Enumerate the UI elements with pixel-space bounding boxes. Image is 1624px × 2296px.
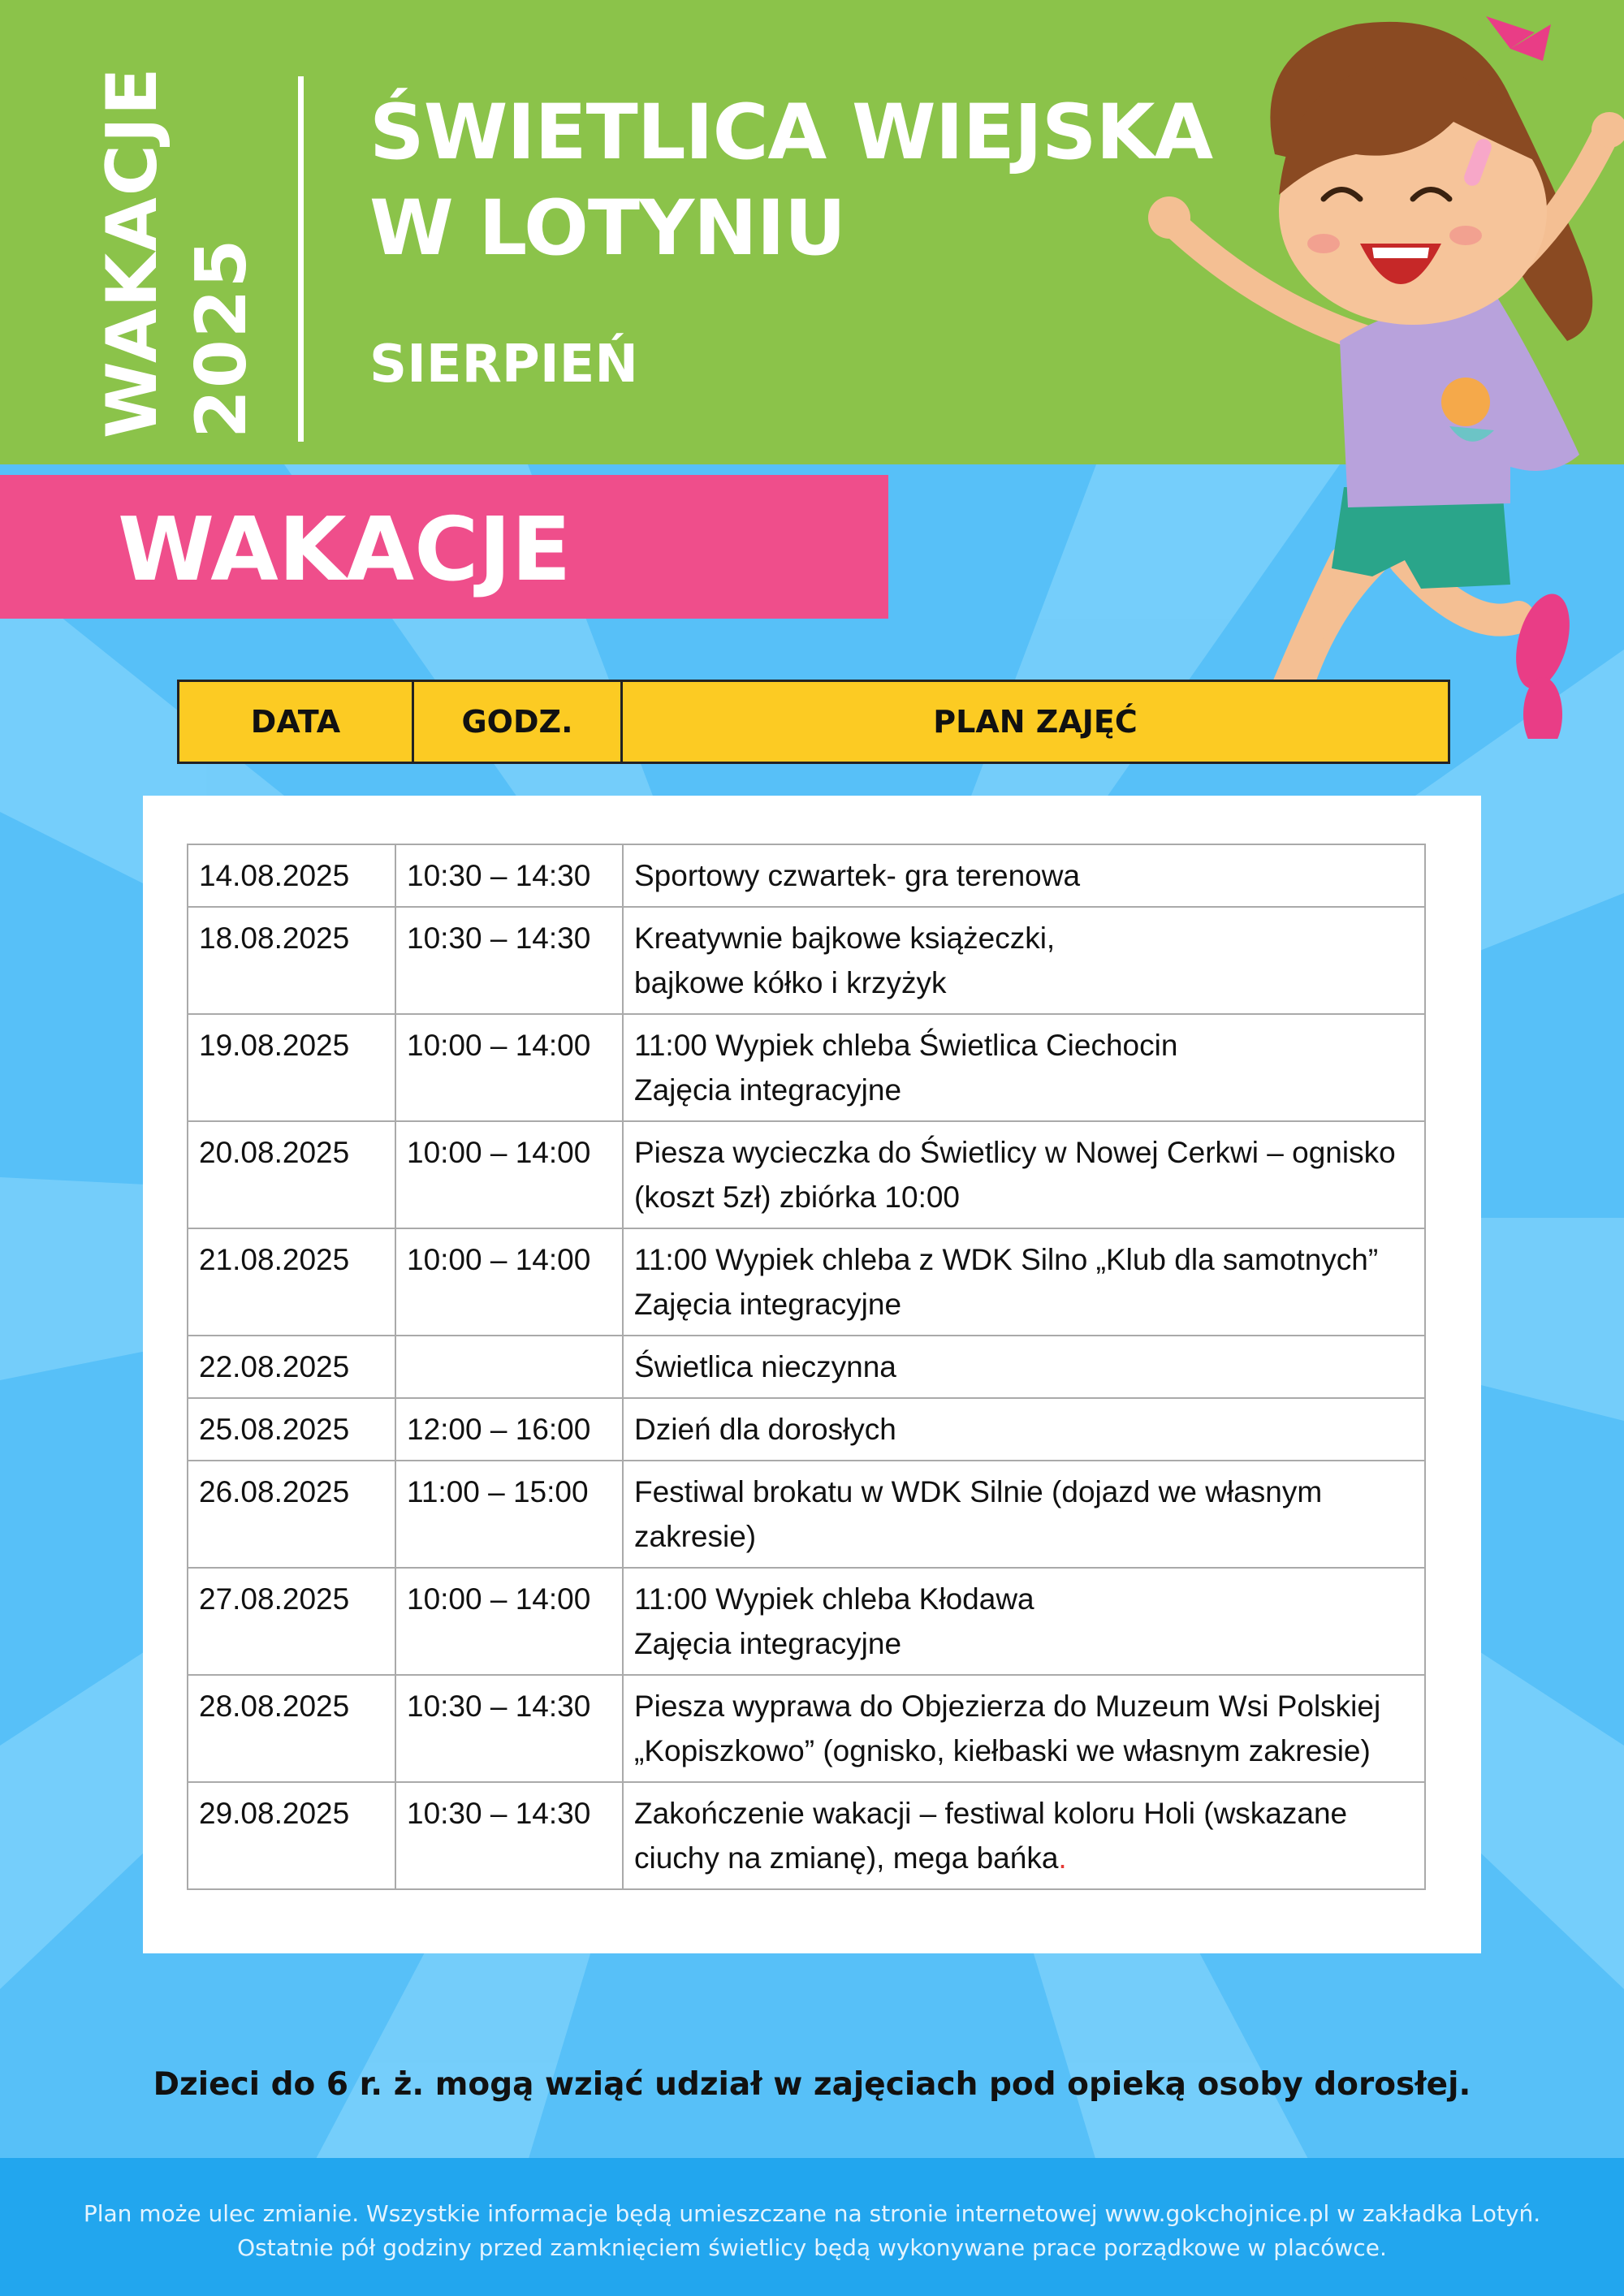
plan-line-text: Piesza wyprawa do Objezierza do Muzeum Wsi Polskiej bbox=[634, 1690, 1381, 1723]
plan-line bbox=[634, 1282, 1415, 1327]
plan-line-text: 11:00 Wypiek chleba z WDK Silno „Klub dla samotnych” bbox=[634, 1243, 1379, 1276]
plan-line-text: Sportowy czwartek- gra terenowa bbox=[634, 859, 1081, 892]
footer-line1: Plan może ulec zmianie. Wszystkie informacje będą umieszczane na stronie internetowej www.gokchojnice.pl w zakładka Lotyń. bbox=[83, 2200, 1541, 2227]
cell-plan bbox=[623, 1568, 1425, 1675]
table-row bbox=[188, 907, 1425, 1014]
table-row bbox=[188, 844, 1425, 907]
plan-line-text: Zajęcia integracyjne bbox=[634, 1627, 902, 1660]
cell-date: 29.08.2025 bbox=[188, 1782, 395, 1889]
plan-line-text: (koszt 5zł) zbiórka 10:00 bbox=[634, 1180, 961, 1214]
title-line2: W LOTYNIU bbox=[369, 184, 846, 273]
table-row bbox=[188, 1461, 1425, 1568]
table-row bbox=[188, 1228, 1425, 1336]
cell-plan bbox=[623, 907, 1425, 1014]
cell-plan bbox=[623, 1675, 1425, 1782]
plan-line bbox=[634, 853, 1415, 898]
plan-line bbox=[634, 1023, 1415, 1068]
cell-hours: 10:00 – 14:00 bbox=[395, 1228, 623, 1336]
table-row bbox=[188, 1675, 1425, 1782]
schedule-table bbox=[187, 844, 1426, 1890]
plan-line-text: Świetlica nieczynna bbox=[634, 1350, 896, 1383]
table-row bbox=[188, 1014, 1425, 1121]
cell-date: 21.08.2025 bbox=[188, 1228, 395, 1336]
plan-line-text: zakresie) bbox=[634, 1520, 757, 1553]
plan-line-text: Piesza wycieczka do Świetlicy w Nowej Cerkwi – ognisko bbox=[634, 1136, 1396, 1169]
cell-hours: 10:00 – 14:00 bbox=[395, 1568, 623, 1675]
footer-line2: Ostatnie pół godziny przed zamknięciem świetlicy będą wykonywane prace porządkowe w placówce. bbox=[237, 2234, 1387, 2261]
cell-plan bbox=[623, 1398, 1425, 1461]
plan-line-text: ciuchy na zmianę), mega bańka bbox=[634, 1841, 1059, 1875]
table-row bbox=[188, 1336, 1425, 1398]
cell-hours: 10:00 – 14:00 bbox=[395, 1014, 623, 1121]
table-row bbox=[188, 1398, 1425, 1461]
vertical-title-line2: 2025 bbox=[181, 237, 262, 438]
schedule-table-header bbox=[177, 680, 1450, 764]
plan-line-text: Dzień dla dorosłych bbox=[634, 1413, 896, 1446]
cell-hours: 10:30 – 14:30 bbox=[395, 1675, 623, 1782]
cell-plan bbox=[623, 1461, 1425, 1568]
footer bbox=[0, 2158, 1624, 2296]
plan-line-text: bajkowe kółko i krzyżyk bbox=[634, 966, 947, 999]
column-header-date: DATA bbox=[179, 682, 414, 762]
plan-line bbox=[634, 916, 1415, 960]
cell-hours: 10:30 – 14:30 bbox=[395, 907, 623, 1014]
plan-line-text: Festiwal brokatu w WDK Silnie (dojazd we własnym bbox=[634, 1475, 1323, 1508]
plan-line-text: Zajęcia integracyjne bbox=[634, 1073, 902, 1107]
cell-plan bbox=[623, 844, 1425, 907]
plan-line-text: Kreatywnie bajkowe książeczki, bbox=[634, 921, 1056, 955]
plan-line bbox=[634, 1514, 1415, 1559]
cell-date: 27.08.2025 bbox=[188, 1568, 395, 1675]
table-row bbox=[188, 1121, 1425, 1228]
column-header-plan: PLAN ZAJĘĆ bbox=[933, 704, 1138, 740]
plan-line bbox=[634, 1470, 1415, 1514]
ribbon-banner bbox=[0, 475, 888, 619]
cell-date: 19.08.2025 bbox=[188, 1014, 395, 1121]
plan-line bbox=[634, 1237, 1415, 1282]
plan-line bbox=[634, 1728, 1415, 1773]
cell-plan bbox=[623, 1782, 1425, 1889]
table-row bbox=[188, 1782, 1425, 1889]
plan-line-text: Zakończenie wakacji – festiwal koloru Holi (wskazane bbox=[634, 1797, 1348, 1830]
cell-plan bbox=[623, 1121, 1425, 1228]
cell-hours: 10:00 – 14:00 bbox=[395, 1121, 623, 1228]
cell-date: 26.08.2025 bbox=[188, 1461, 395, 1568]
month-label: SIERPIEŃ bbox=[369, 334, 638, 395]
plan-line-text: Zajęcia integracyjne bbox=[634, 1288, 902, 1321]
cell-date: 14.08.2025 bbox=[188, 844, 395, 907]
schedule-panel bbox=[143, 796, 1481, 1953]
cell-plan bbox=[623, 1336, 1425, 1398]
plan-line bbox=[634, 1621, 1415, 1666]
jumping-girl-illustration bbox=[1129, 0, 1624, 739]
plan-line bbox=[634, 1175, 1415, 1219]
cell-plan bbox=[623, 1014, 1425, 1121]
cell-plan bbox=[623, 1228, 1425, 1336]
plan-line bbox=[634, 1684, 1415, 1728]
cell-date: 20.08.2025 bbox=[188, 1121, 395, 1228]
plan-line bbox=[634, 1836, 1415, 1880]
cell-date: 25.08.2025 bbox=[188, 1398, 395, 1461]
plan-line-text: 11:00 Wypiek chleba Kłodawa bbox=[634, 1582, 1034, 1616]
cell-date: 22.08.2025 bbox=[188, 1336, 395, 1398]
cell-date: 18.08.2025 bbox=[188, 907, 395, 1014]
page-title bbox=[369, 85, 1212, 277]
ribbon-label: WAKACJE bbox=[118, 499, 572, 601]
vertical-title bbox=[88, 32, 266, 438]
title-line1: ŚWIETLICA WIEJSKA bbox=[369, 88, 1213, 177]
header-divider bbox=[298, 76, 304, 442]
plan-line bbox=[634, 1130, 1415, 1175]
plan-line-text: 11:00 Wypiek chleba Świetlica Ciechocin bbox=[634, 1029, 1178, 1062]
column-header-hours: GODZ. bbox=[414, 682, 623, 762]
plan-line bbox=[634, 1068, 1415, 1112]
plan-line bbox=[634, 960, 1415, 1005]
cell-hours bbox=[395, 1336, 623, 1398]
plan-line bbox=[634, 1791, 1415, 1836]
cell-hours: 12:00 – 16:00 bbox=[395, 1398, 623, 1461]
vertical-title-line1: WAKACJE bbox=[92, 66, 173, 438]
plan-line bbox=[634, 1577, 1415, 1621]
plan-line-text: „Kopiszkowo” (ognisko, kiełbaski we własnym zakresie) bbox=[634, 1734, 1371, 1767]
cell-date: 28.08.2025 bbox=[188, 1675, 395, 1782]
age-notice: Dzieci do 6 r. ż. mogą wziąć udział w zajęciach pod opieką osoby dorosłej. bbox=[153, 2066, 1471, 2103]
plan-line bbox=[634, 1407, 1415, 1452]
cell-hours: 11:00 – 15:00 bbox=[395, 1461, 623, 1568]
cell-hours: 10:30 – 14:30 bbox=[395, 1782, 623, 1889]
table-row bbox=[188, 1568, 1425, 1675]
trailing-dot: . bbox=[1058, 1841, 1067, 1875]
plan-line bbox=[634, 1344, 1415, 1389]
cell-hours: 10:30 – 14:30 bbox=[395, 844, 623, 907]
